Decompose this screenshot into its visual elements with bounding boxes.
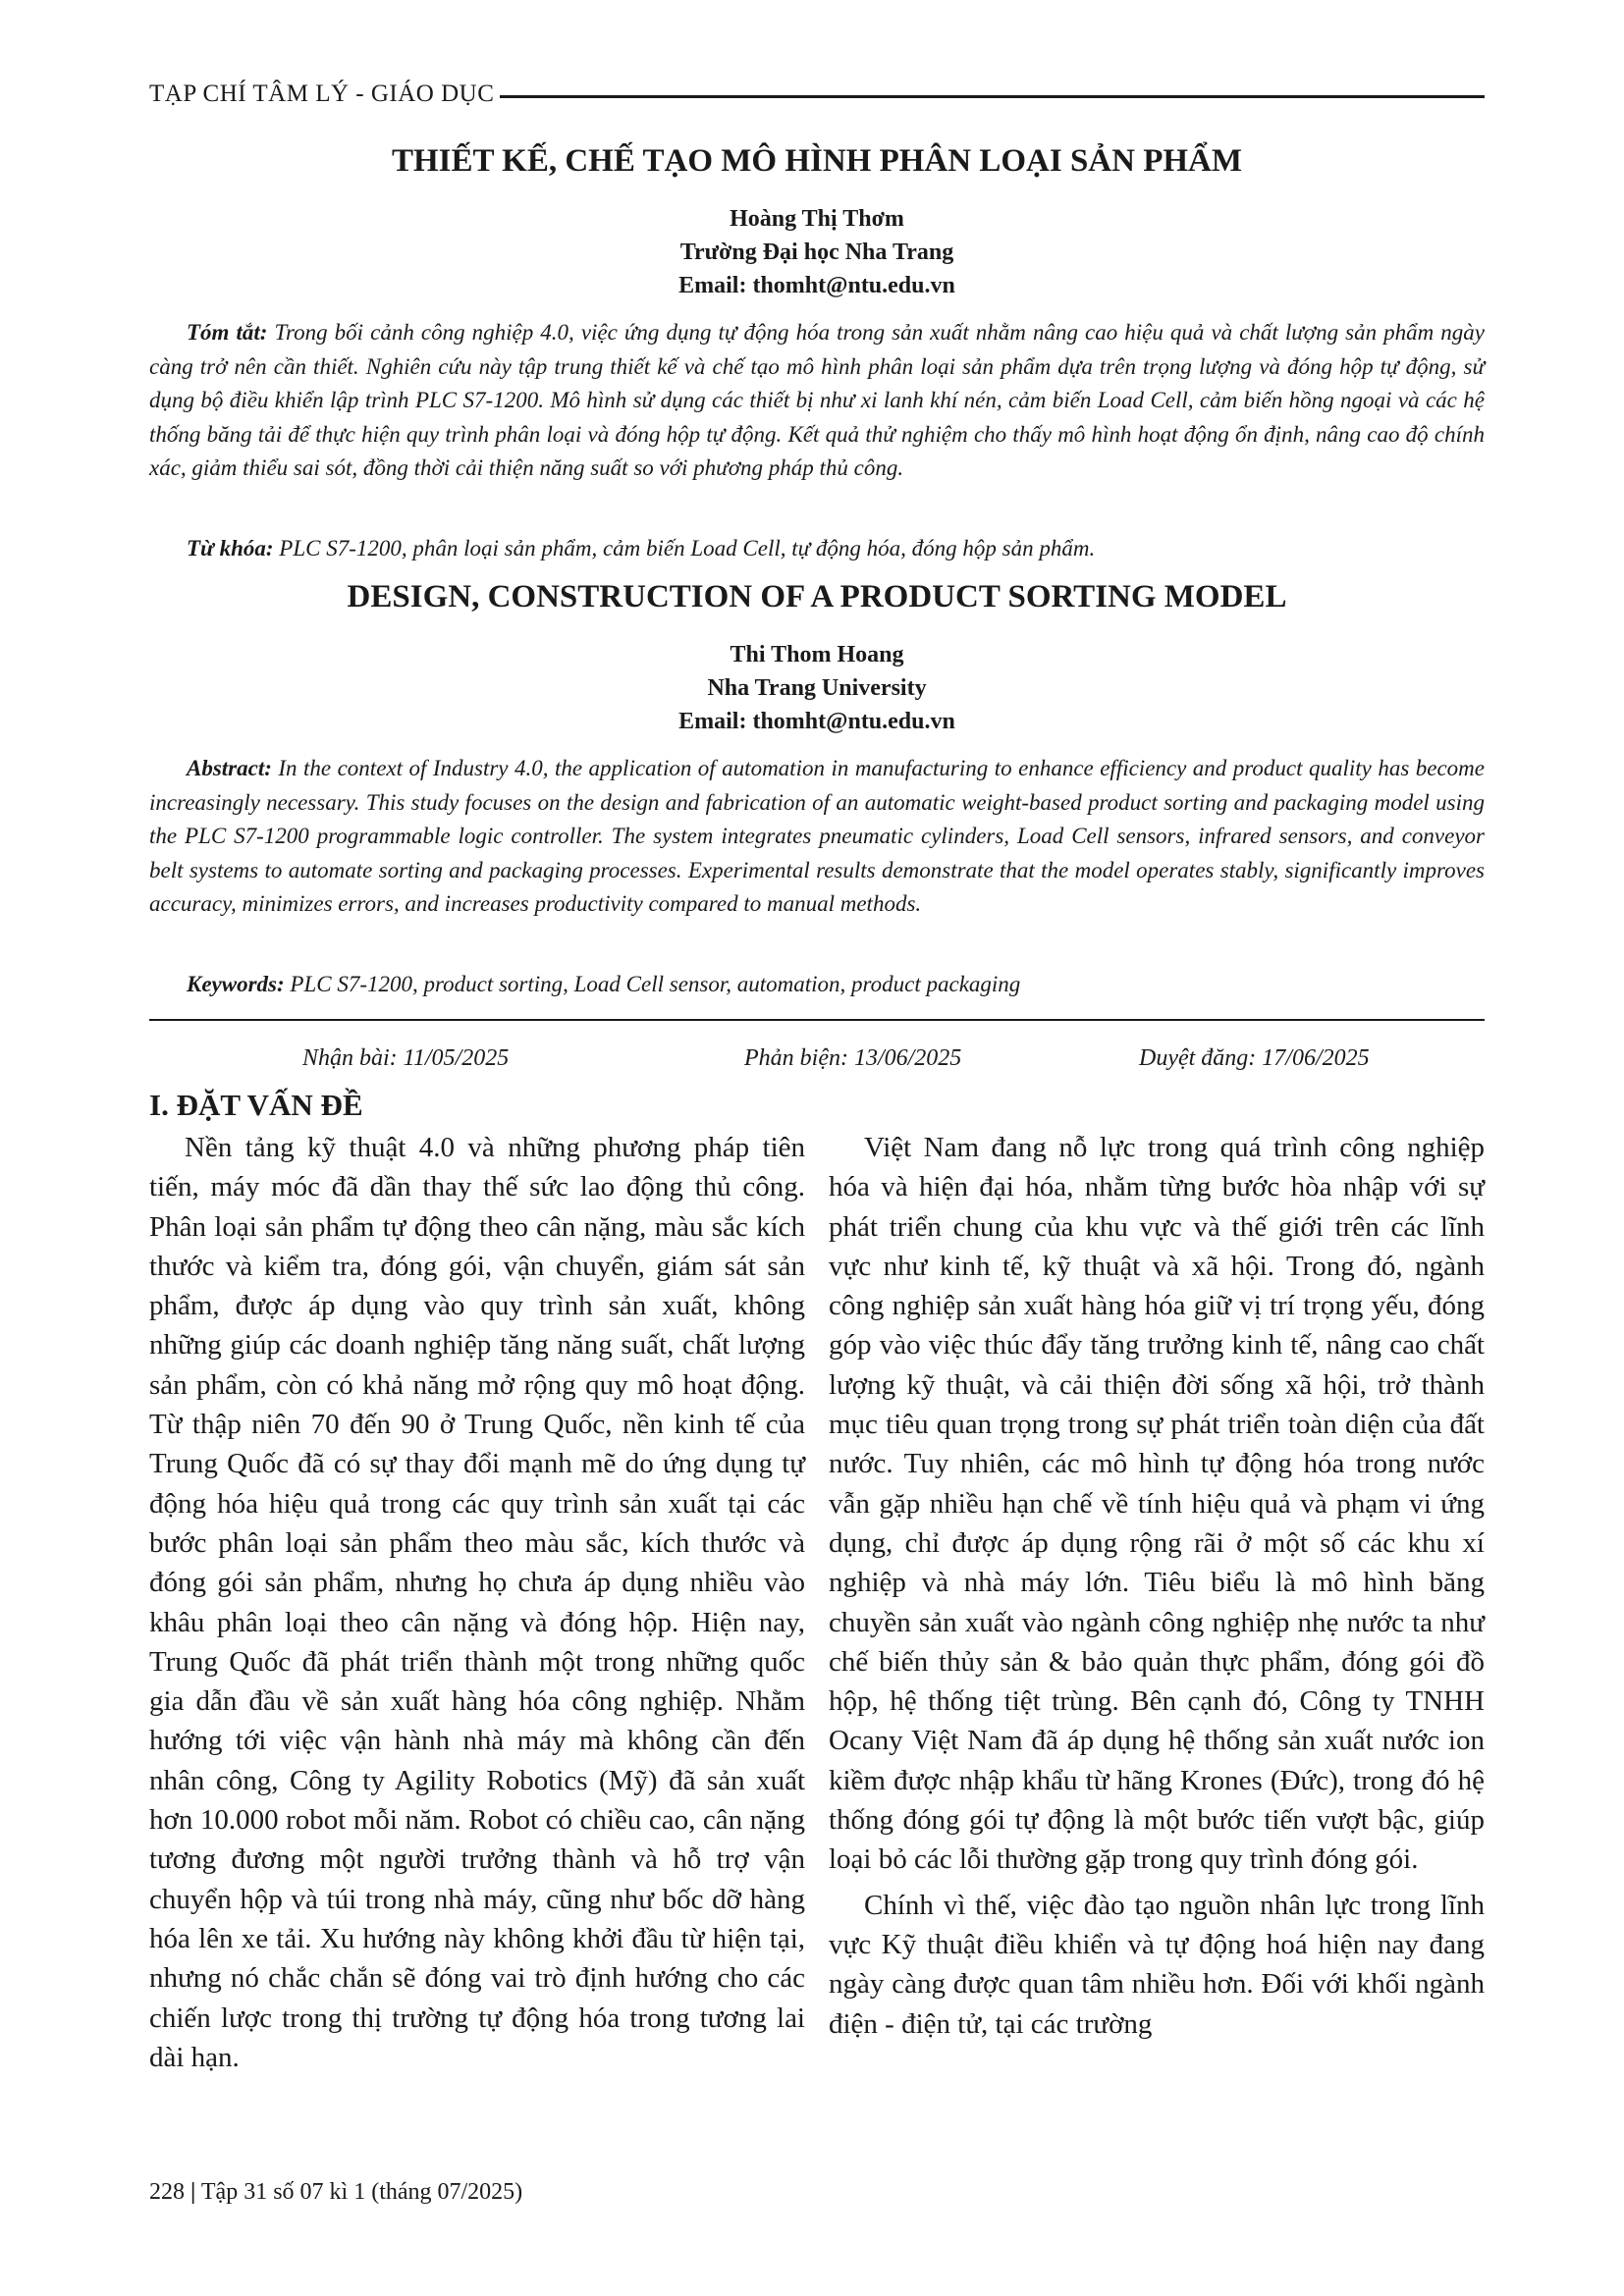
abstract-text-en: In the context of Industry 4.0, the application of automation in manufacturing to enhance efficiency and product quality has become increasingly necessary. This study focuses on the design and fabrication of an automatic weight-based product sorting and packaging model using the PLC S7-1200 programmable logic controller. The system integrates pneumatic cylinders, Load Cell sensors, infrared sensors, and conveyor belt systems to automate sorting and packaging processes. Experimental results demonstrate that the model operates stably, significantly improves accuracy, minimizes errors, and increases productivity compared to manual methods. (149, 756, 1485, 916)
email-english: Email: thomht@ntu.edu.vn (678, 709, 955, 734)
affiliation-vietnamese: Trường Đại học Nha Trang (679, 240, 954, 265)
keywords-text-vi: PLC S7-1200, phân loại sản phẩm, cảm biến Load Cell, tự động hóa, đóng hộp sản phẩm. (279, 536, 1096, 561)
author-vietnamese: Hoàng Thị Thơm (730, 206, 904, 232)
divider (149, 1019, 1485, 1021)
abstract-english (149, 752, 1485, 922)
running-header (149, 80, 1485, 108)
body-paragraph: Nền tảng kỹ thuật 4.0 và những phương pháp tiên tiến, máy móc đã dần thay thế sức lao động thủ công. Phân loại sản phẩm tự động theo cân nặng, màu sắc kích thước và kiểm tra, đóng gói, vận chuyển, giám sát sản phẩm, được áp dụng vào quy trình sản xuất, không những giúp các doanh nghiệp tăng năng suất, chất lượng sản phẩm, còn có khả năng mở rộng quy mô hoạt động. Từ thập niên 70 đến 90 ở Trung Quốc, nền kinh tế của Trung Quốc đã có sự thay đổi mạnh mẽ do ứng dụng tự động hóa hiệu quả trong các quy trình sản xuất tại các bước phân loại sản phẩm theo màu sắc, kích thước và đóng gói sản phẩm, nhưng họ chưa áp dụng nhiều vào khâu phân loại theo cân nặng và đóng hộp. Hiện nay, Trung Quốc đã phát triển thành một trong những quốc gia dẫn đầu về sản xuất hàng hóa công nghiệp. Nhằm hướng tới việc vận hành nhà máy mà không cần đến nhân công, Công ty Agility Robotics (Mỹ) đã sản xuất hơn 10.000 robot mỗi năm. Robot có chiều cao, cân nặng tương đương một người trưởng thành và hỗ trợ vận chuyển hộp và túi trong nhà máy, cũng như bốc dỡ hàng hóa lên xe tải. Xu hướng này không khởi đầu từ hiện tại, nhưng nó chắc chắn sẽ đóng vai trò định hướng cho các chiến lược trong thị trường tự động hóa trong tương lai dài hạn. (149, 1132, 805, 2073)
keywords-text-en: PLC S7-1200, product sorting, Load Cell sensor, automation, product packaging (290, 972, 1021, 996)
abstract-vietnamese (149, 316, 1485, 486)
page-number: 228 (149, 2179, 185, 2205)
keywords-label-vi: Từ khóa: (187, 536, 274, 561)
body-paragraph: Chính vì thế, việc đào tạo nguồn nhân lực trong lĩnh vực Kỹ thuật điều khiển và tự động hoá hiện nay đang ngày càng được quan tâm nhiều hơn. Đối với khối ngành điện - điện tử, tại các trường (829, 1889, 1485, 2040)
header-rule (500, 95, 1485, 98)
section-heading: I. ĐẶT VẤN ĐỀ (149, 1088, 363, 1122)
issue-info: Tập 31 số 07 kì 1 (tháng 07/2025) (200, 2179, 523, 2205)
page-footer (149, 2179, 522, 2206)
date-accepted: Duyệt đăng: 17/06/2025 (1139, 1045, 1370, 1071)
affiliation-english: Nha Trang University (707, 675, 927, 701)
email-vietnamese: Email: thomht@ntu.edu.vn (678, 273, 955, 298)
date-received: Nhận bài: 11/05/2025 (302, 1045, 510, 1071)
body-column-right (829, 1128, 1485, 2050)
body-paragraph: Việt Nam đang nỗ lực trong quá trình công nghiệp hóa và hiện đại hóa, nhằm từng bước hòa nhập với sự phát triển chung của khu vực và thế giới trên các lĩnh vực như kinh tế, kỹ thuật và xã hội. Trong đó, ngành công nghiệp sản xuất hàng hóa giữ vị trí trọng yếu, đóng góp vào việc thúc đẩy tăng trưởng kinh tế, nâng cao chất lượng kỹ thuật, và cải thiện đời sống xã hội, trở thành mục tiêu quan trọng trong sự phát triển toàn diện của đất nước. Tuy nhiên, các mô hình tự động hóa trong nước vẫn gặp nhiều hạn chế về tính hiệu quả và phạm vi ứng dụng, chỉ được áp dụng rộng rãi ở một số các khu xí nghiệp và nhà máy lớn. Tiêu biểu là mô hình băng chuyền sản xuất vào ngành công nghiệp nhẹ nước ta như chế biến thủy sản & bảo quản thực phẩm, đóng gói đồ hộp, hệ thống tiệt trùng. Bên cạnh đó, Công ty TNHH Ocany Việt Nam đã áp dụng hệ thống sản xuất nước ion kiềm được nhập khẩu từ hãng Krones (Đức), trong đó hệ thống đóng gói tự động là một bước tiến vượt bậc, giúp loại bỏ các lỗi thường gặp trong quy trình đóng gói. (829, 1132, 1485, 1876)
body-column-left (149, 1128, 805, 2083)
date-reviewed: Phản biện: 13/06/2025 (744, 1045, 962, 1071)
title-vietnamese: THIẾT KẾ, CHẾ TẠO MÔ HÌNH PHÂN LOẠI SẢN PHẨM (391, 143, 1243, 179)
author-english: Thi Thom Hoang (730, 642, 904, 667)
title-english: DESIGN, CONSTRUCTION OF A PRODUCT SORTING MODEL (347, 579, 1287, 614)
journal-name: TẠP CHÍ TÂM LÝ - GIÁO DỤC (149, 80, 495, 107)
keywords-english (187, 972, 1020, 997)
footer-separator: | (190, 2179, 196, 2205)
keywords-label-en: Keywords: (187, 972, 285, 996)
keywords-vietnamese (187, 536, 1095, 561)
abstract-text-vi: Trong bối cảnh công nghiệp 4.0, việc ứng dụng tự động hóa trong sản xuất nhằm nâng cao hiệu quả và chất lượng sản phẩm ngày càng trở nên cần thiết. Nghiên cứu này tập trung thiết kế và chế tạo mô hình phân loại sản phẩm dựa trên trọng lượng và đóng hộp tự động, sử dụng bộ điều khiển lập trình PLC S7-1200. Mô hình sử dụng các thiết bị như xi lanh khí nén, cảm biến Load Cell, cảm biến hồng ngoại và các hệ thống băng tải để thực hiện quy trình phân loại và đóng hộp tự động. Kết quả thử nghiệm cho thấy mô hình hoạt động ổn định, nâng cao độ chính xác, giảm thiểu sai sót, đồng thời cải thiện năng suất so với phương pháp thủ công. (149, 320, 1486, 480)
abstract-label-vi: Tóm tắt: (187, 320, 268, 345)
abstract-label-en: Abstract: (187, 756, 272, 780)
